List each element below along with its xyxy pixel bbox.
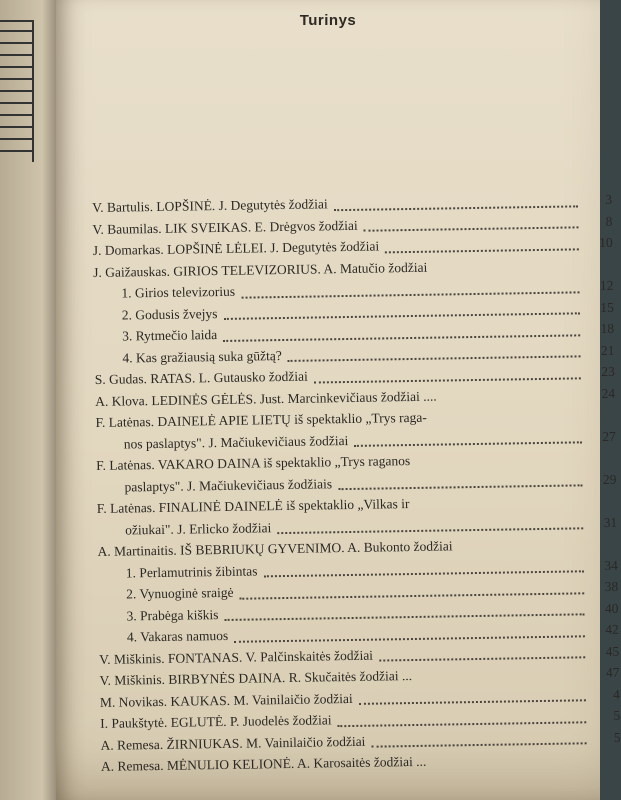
dot-leader xyxy=(418,679,585,682)
entry-title: paslaptys". J. Mačiukevičiaus žodžiais xyxy=(124,475,333,495)
entry-page-number: 21 xyxy=(600,342,615,358)
entry-title: J. Gaižauskas. GIRIOS TELEVIZORIUS. A. Matučio žodžiai xyxy=(93,259,428,280)
entry-title: S. Gudas. RATAS. L. Gutausko žodžiai xyxy=(94,368,308,387)
dot-leader xyxy=(379,657,585,662)
entry-page-number: 12 xyxy=(599,277,614,294)
entry-title: 3. Prabėga kiškis xyxy=(126,606,219,624)
dot-leader xyxy=(241,291,579,298)
entry-page-number: 3 xyxy=(605,191,613,207)
entry-title: A. Remesa. MĖNULIO KELIONĖ. A. Karosaitės žodžiai ... xyxy=(100,753,427,774)
entry-title: 1. Girios televizorius xyxy=(121,283,236,301)
entry-page-number: 38 xyxy=(604,578,619,594)
page-title: Turinys xyxy=(299,12,357,29)
entry-page-number: 47 xyxy=(605,664,620,680)
dot-leader xyxy=(385,248,579,253)
entry-title: nos paslaptys". J. Mačiukevičiaus žodžiai xyxy=(123,432,349,452)
entry-page-number: 40 xyxy=(604,600,619,616)
entry-title: V. Bartulis. LOPŠINĖ. J. Degutytės žodžiai xyxy=(92,196,328,215)
dot-leader xyxy=(432,765,587,767)
dot-leader xyxy=(354,442,582,448)
facing-page-sketch xyxy=(0,20,34,162)
entry-title: A. Martinaitis. IŠ BEBRIUKŲ GYVENIMO. A. Bukonto žodžiai xyxy=(97,538,453,559)
dot-leader xyxy=(277,528,583,535)
entry-title: V. Miškinis. BIRBYNĖS DAINA. R. Skučaitės žodžiai ... xyxy=(99,668,413,688)
entry-title: F. Latėnas. DAINELĖ APIE LIETŲ iš spektaklio „Trys raga- xyxy=(95,409,427,430)
entry-title: 2. Godusis žvejys xyxy=(121,305,218,323)
entry-page-number: 5 xyxy=(613,729,621,745)
dot-leader xyxy=(416,464,582,467)
entry-title: V. Baumilas. LIK SVEIKAS. E. Drėgvos žodžiai xyxy=(92,217,358,237)
entry-title: ožiukai". J. Erlicko žodžiai xyxy=(125,519,272,538)
entry-title: M. Novikas. KAUKAS. M. Vainilaičio žodžiai xyxy=(99,690,353,710)
dot-leader xyxy=(433,271,579,273)
entry-page-number: 23 xyxy=(601,363,615,380)
entry-title: 1. Perlamutrinis žibintas xyxy=(125,562,258,581)
entry-page-number: 34 xyxy=(604,557,618,573)
entry-title: J. Domarkas. LOPŠINĖ LĖLEI. J. Degutytės žodžiai xyxy=(92,238,380,258)
entry-page-number: 8 xyxy=(605,213,613,229)
entry-title: V. Miškinis. FONTANAS. V. Palčinskaitės žodžiai xyxy=(99,647,374,667)
entry-page-number: 45 xyxy=(605,643,620,659)
dot-leader xyxy=(443,400,581,402)
dot-leader xyxy=(334,205,578,211)
entry-title: 4. Kas gražiausią suka gūžtą? xyxy=(122,347,282,366)
dot-leader xyxy=(338,721,587,727)
dot-leader xyxy=(416,507,583,510)
entry-title: A. Remesa. ŽIRNIUKAS. M. Vainilaičio žodžiai xyxy=(100,733,366,753)
entry-title: 4. Vakaras namuos xyxy=(126,627,229,645)
dot-leader xyxy=(264,571,584,578)
entry-page-number: 18 xyxy=(600,320,615,337)
dot-leader xyxy=(223,334,580,342)
dot-leader xyxy=(314,377,581,383)
contents-page xyxy=(56,0,621,800)
dot-leader xyxy=(288,356,581,363)
dot-leader xyxy=(234,635,585,643)
dot-leader xyxy=(371,743,586,748)
entry-title: 3. Rytmečio laida xyxy=(122,327,218,344)
entry-page-number: 29 xyxy=(602,471,617,487)
entry-title: I. Paukštytė. EGLUTĖ. P. Juodelės žodžiai xyxy=(100,712,332,731)
entry-page-number: 10 xyxy=(599,234,613,251)
entry-page-number: 15 xyxy=(600,299,614,315)
contents-list xyxy=(92,192,621,781)
dot-leader xyxy=(223,313,579,321)
entry-title: F. Latėnas. FINALINĖ DAINELĖ iš spektaklio „Vilkas ir xyxy=(96,496,410,516)
facing-page-edge xyxy=(0,0,60,800)
dot-leader xyxy=(459,550,584,552)
entry-title: F. Latėnas. VAKARO DAINA iš spektaklio „Trys raganos xyxy=(96,453,411,473)
entry-title: A. Klova. LEDINĖS GĖLĖS. Just. Marcinkevičiaus žodžiai .... xyxy=(95,388,437,409)
entry-title: 2. Vynuoginė sraigė xyxy=(126,584,234,602)
entry-page-number: 5 xyxy=(613,707,621,723)
entry-page-number: 42 xyxy=(605,621,619,637)
dot-leader xyxy=(224,614,584,622)
dot-leader xyxy=(338,485,582,491)
entry-page-number: 27 xyxy=(602,428,616,444)
entry-page-number: 4 xyxy=(612,686,620,702)
dot-leader xyxy=(359,700,586,706)
dot-leader xyxy=(433,421,582,423)
dot-leader xyxy=(240,592,585,599)
entry-page-number: 24 xyxy=(601,385,616,401)
entry-page-number: 31 xyxy=(603,514,618,530)
dot-leader xyxy=(364,227,579,232)
